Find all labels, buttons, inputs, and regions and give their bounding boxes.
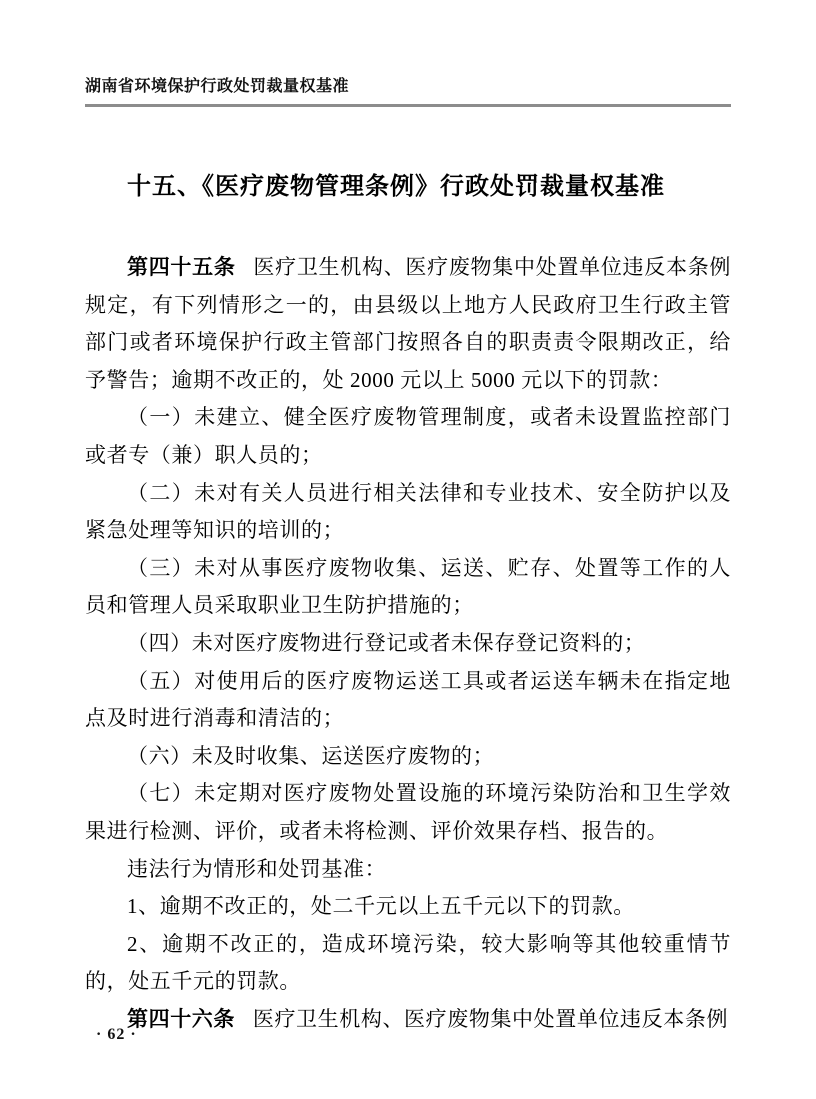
paragraph-text: （六）未及时收集、运送医疗废物的； [127, 743, 495, 768]
paragraph-item-6 [85, 738, 731, 776]
paragraph-item-5 [85, 663, 731, 738]
paragraph-penalty-1 [85, 888, 731, 926]
article-number-lead: 第四十六条 [127, 1007, 235, 1031]
paragraph-item-2 [85, 475, 731, 550]
paragraph-text: 1、逾期不改正的，处二千元以上五千元以下的罚款。 [127, 894, 635, 919]
paragraph-text: 2、逾期不改正的，造成环境污染，较大影响等其他较重情节的，处五千元的罚款。 [85, 931, 731, 994]
paragraph-text: （三）未对从事医疗废物收集、运送、贮存、处置等工作的人员和管理人员采取职业卫生防护措施的； [85, 555, 731, 618]
paragraph-text: 医疗卫生机构、医疗废物集中处置单位违反本条例规定，有下列情形之一的，由县级以上地方人民政府卫生行政主管部门或者环境保护行政主管部门按照各自的职责责令限期改正，给予警告；逾期不改正的，处 2000 元以上 5000 元以下的罚款： [85, 255, 732, 392]
page-title: 十五、《医疗废物管理条例》行政处罚裁量权基准 [127, 173, 665, 200]
paragraph-item-1 [85, 399, 731, 474]
paragraph-text: 违法行为情形和处罚基准： [127, 856, 387, 881]
article-number-lead: 第四十五条 [127, 256, 236, 279]
header-rule [85, 104, 731, 107]
running-header: 湖南省环境保护行政处罚裁量权基准 [85, 78, 350, 95]
document-body [85, 249, 731, 1038]
paragraph-penalty-heading [85, 851, 731, 889]
paragraph-penalty-2 [85, 926, 731, 1001]
paragraph-article-45 [85, 249, 731, 399]
paragraph-item-4 [85, 625, 731, 663]
paragraph-text: （一）未建立、健全医疗废物管理制度，或者未设置监控部门或者专（兼）职人员的； [85, 405, 731, 467]
paragraph-item-7 [85, 775, 731, 850]
paragraph-text: （四）未对医疗废物进行登记或者未保存登记资料的； [127, 630, 646, 655]
paragraph-text: 医疗卫生机构、医疗废物集中处置单位违反本条例 [252, 1006, 729, 1031]
paragraph-text: （五）对使用后的医疗废物运送工具或者运送车辆未在指定地点及时进行消毒和清洁的； [85, 668, 731, 731]
paragraph-text: （二）未对有关人员进行相关法律和专业技术、安全防护以及紧急处理等知识的培训的； [85, 480, 731, 543]
paragraph-text: （七）未定期对医疗废物处置设施的环境污染防治和卫生学效果进行检测、评价，或者未将检测、评价效果存档、报告的。 [85, 781, 731, 843]
paragraph-item-3 [85, 550, 731, 625]
paragraph-article-46 [85, 1001, 731, 1039]
page-number: · 62 · [96, 1026, 137, 1043]
